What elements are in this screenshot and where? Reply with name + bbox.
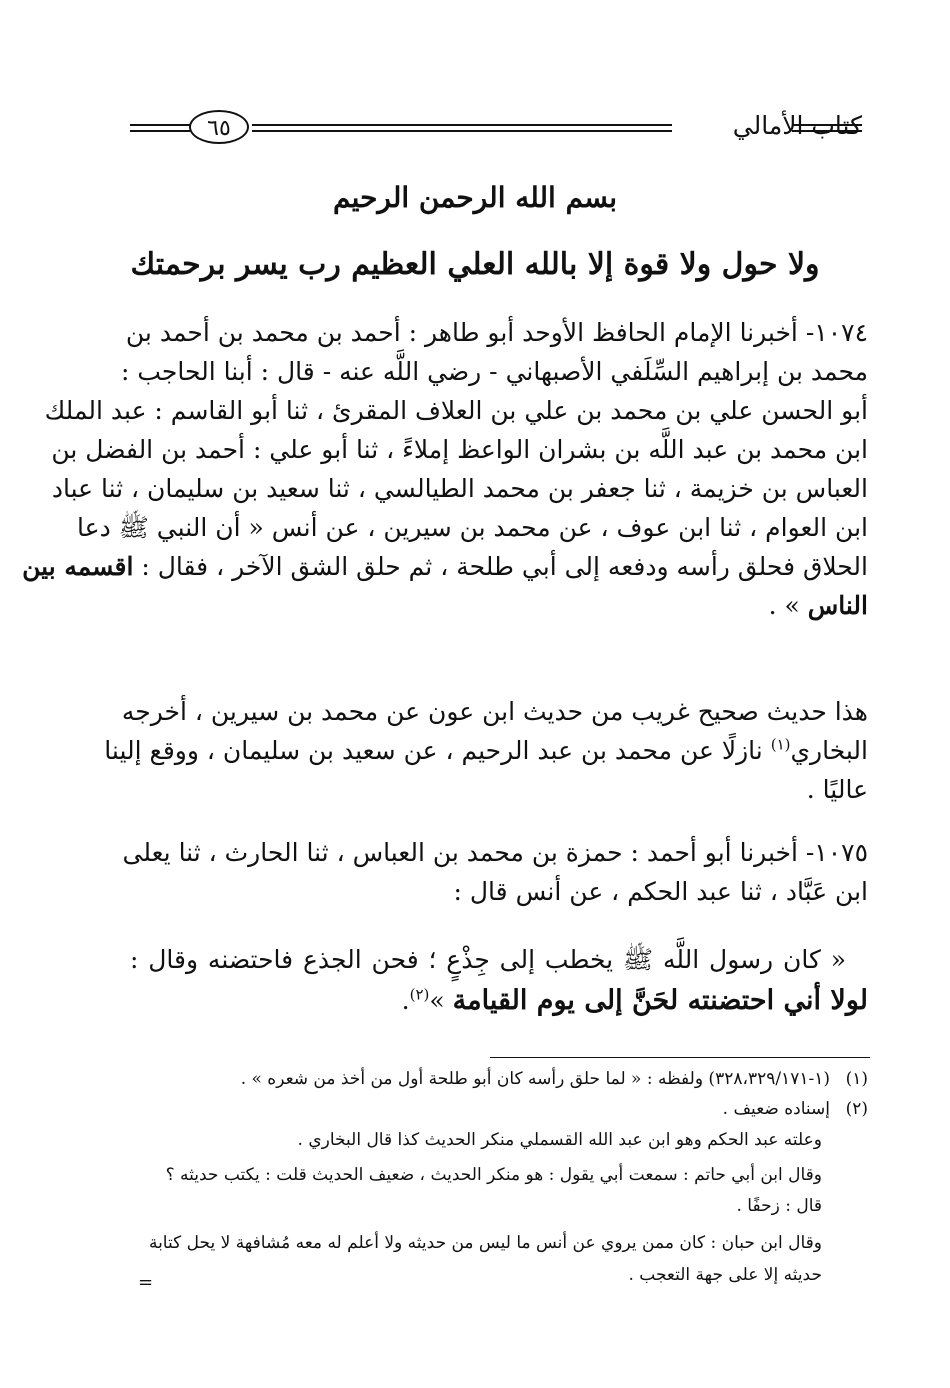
commentary-line: هذا حديث صحيح غريب من حديث ابن عون عن محمد بن سيرين ، أخرجه bbox=[121, 697, 868, 726]
footnote-separator bbox=[490, 1057, 870, 1058]
footnote-ref: (٢) bbox=[409, 985, 430, 1004]
footnote-text: حديثه إلا على جهة التعجب . bbox=[628, 1265, 822, 1285]
footnote-text: وقال ابن حبان : كان ممن يروي عن أنس ما ليس من حديثه ولا أعلم له معه مُشافهة لا يحل كتابة bbox=[148, 1233, 822, 1253]
footnote-2 bbox=[130, 1096, 868, 1123]
footnote-ref: (١) bbox=[770, 735, 791, 754]
prophetic-words: الناس bbox=[807, 591, 868, 620]
commentary-text: نازلًا عن محمد بن عبد الرحيم ، عن سعيد بن سليمان ، ووقع إلينا bbox=[104, 736, 763, 765]
footnote-2-cont bbox=[130, 1127, 868, 1154]
hadith-line: « كان رسول اللَّه ﷺ يخطب إلى جِذْعٍ ؛ فحن الجذع فاحتضنه وقال : bbox=[130, 945, 846, 974]
page-number: ٦٥ bbox=[189, 110, 249, 144]
hadith-line bbox=[130, 979, 868, 1023]
hadith-1075 bbox=[122, 833, 868, 911]
footnote-text: إسناده ضعيف . bbox=[722, 1099, 830, 1119]
invocation: ولا حول ولا قوة إلا بالله العلي العظيم رب يسر برحمتك bbox=[130, 247, 820, 282]
hadith-1075-matn bbox=[130, 940, 868, 1023]
footnote-text: قال : زحفًا . bbox=[736, 1196, 822, 1216]
footnote-1 bbox=[130, 1066, 868, 1093]
hadith-text: . bbox=[401, 986, 410, 1015]
hadith-line: ابن محمد بن عبد اللَّه بن بشران الواعظ إملاءً ، ثنا أبو علي : أحمد بن الفضل بن bbox=[51, 435, 868, 464]
hadith-line bbox=[130, 586, 868, 625]
header-rule-left bbox=[130, 124, 190, 126]
continuation-mark: = bbox=[138, 1272, 154, 1293]
running-header-title: كتاب الأمالي bbox=[732, 111, 862, 140]
hadith-line: أبو الحسن علي بن محمد بن علي بن العلاف المقرئ ، ثنا أبو القاسم : عبد الملك bbox=[44, 396, 868, 425]
hadith-text: الحلاق فحلق رأسه ودفعه إلى أبي طلحة ، ثم حلق الشق الآخر ، فقال : bbox=[141, 552, 868, 581]
footnote-2-cont bbox=[130, 1230, 868, 1257]
hadith-line: ١٠٧٥- أخبرنا أبو أحمد : حمزة بن محمد بن العباس ، ثنا الحارث ، ثنا يعلى bbox=[122, 838, 868, 867]
footnote-text: وقال ابن أبي حاتم : سمعت أبي يقول : هو منكر الحديث ، ضعيف الحديث قلت : يكتب حديثه ؟ bbox=[165, 1165, 822, 1185]
footnote-number: (٢) bbox=[845, 1099, 868, 1119]
commentary bbox=[104, 692, 868, 809]
header-rule-right bbox=[252, 124, 672, 126]
hadith-text: » . bbox=[768, 591, 800, 620]
prophetic-words: لولا أني احتضنته لحَنَّ إلى يوم القيامة bbox=[452, 985, 868, 1016]
commentary-line: عاليًا . bbox=[806, 775, 868, 804]
header-rule-right-2 bbox=[252, 130, 672, 132]
footnote-number: (١) bbox=[845, 1069, 868, 1089]
footnote-2-cont bbox=[130, 1162, 868, 1189]
commentary-line bbox=[104, 731, 868, 770]
hadith-line bbox=[22, 547, 868, 586]
hadith-line: العباس بن خزيمة ، ثنا جعفر بن محمد الطيالسي ، ثنا سعيد بن سليمان ، ثنا عباد bbox=[51, 474, 868, 503]
footnote-text: (١-٣٢٨،٣٢٩/١٧١) ولفظه : « لما حلق رأسه كان أبو طلحة أول من أخذ من شعره » . bbox=[240, 1069, 830, 1089]
header-rule-far-right bbox=[792, 124, 862, 126]
header-rule-far-right-2 bbox=[792, 130, 862, 132]
basmala: بسم الله الرحمن الرحيم bbox=[333, 181, 617, 214]
hadith-line: ابن العوام ، ثنا ابن عوف ، عن محمد بن سيرين ، عن أنس « أن النبي ﷺ دعا bbox=[77, 513, 868, 542]
prophetic-words: اقسمه بين bbox=[22, 552, 134, 581]
hadith-line: ١٠٧٤- أخبرنا الإمام الحافظ الأوحد أبو طاهر : أحمد بن محمد بن أحمد بن bbox=[125, 318, 868, 347]
hadith-line: ابن عَبَّاد ، ثنا عبد الحكم ، عن أنس قال : bbox=[453, 877, 868, 906]
footnote-2-cont bbox=[130, 1193, 868, 1220]
header-rule-left-2 bbox=[130, 130, 190, 132]
hadith-text: » bbox=[429, 986, 445, 1015]
footnote-2-cont bbox=[130, 1262, 868, 1289]
hadith-line: محمد بن إبراهيم السِّلَفي الأصبهاني - رضي اللَّه عنه - قال : أبنا الحاجب : bbox=[121, 357, 868, 386]
hadith-1074 bbox=[22, 313, 868, 625]
commentary-text: البخاري bbox=[790, 736, 868, 765]
footnote-text: وعلته عبد الحكم وهو ابن عبد الله القسملي منكر الحديث كذا قال البخاري . bbox=[297, 1130, 822, 1150]
